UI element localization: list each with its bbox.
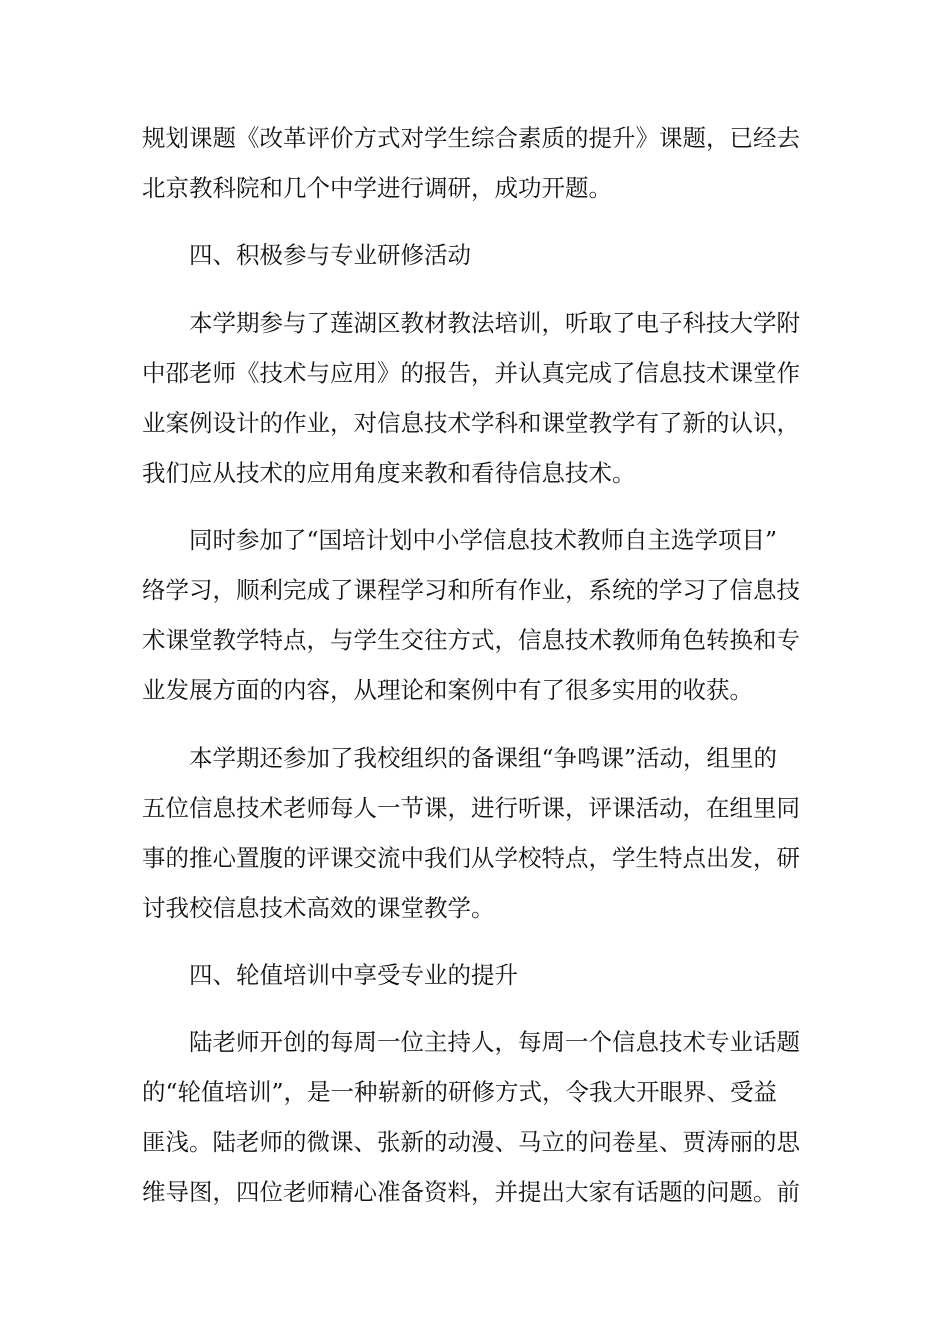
- paragraph-line: 业发展方面的内容，从理论和案例中有了很多实用的收获。: [142, 676, 753, 704]
- paragraph-line: 的“轮值培训”，是一种崭新的研修方式，令我大开眼界、受益: [142, 1078, 778, 1106]
- paragraph-line: 北京教科院和几个中学进行调研，成功开题。: [142, 174, 612, 202]
- paragraph-line: 规划课题《改革评价方式对学生综合素质的提升》课题，已经去: [142, 124, 800, 152]
- paragraph-line: 本学期还参加了我校组织的备课组“争鸣课”活动，组里的: [189, 744, 778, 772]
- section-heading: 四、轮值培训中享受专业的提升: [189, 961, 518, 989]
- paragraph-line: 我们应从技术的应用角度来教和看待信息技术。: [142, 459, 636, 487]
- paragraph-line: 中邵老师《技术与应用》的报告，并认真完成了信息技术课堂作: [142, 359, 800, 387]
- paragraph-line: 维导图，四位老师精心准备资料，并提出大家有话题的问题。前: [142, 1178, 800, 1206]
- paragraph-line: 五位信息技术老师每人一节课，进行听课，评课活动，在组里同: [142, 794, 800, 822]
- paragraph-line: 业案例设计的作业，对信息技术学科和课堂教学有了新的认识，: [142, 409, 800, 437]
- paragraph-line: 讨我校信息技术高效的课堂教学。: [142, 894, 495, 922]
- paragraph-line: 事的推心置腹的评课交流中我们从学校特点，学生特点出发，研: [142, 844, 800, 872]
- paragraph-line: 陆老师开创的每周一位主持人，每周一个信息技术专业话题: [189, 1028, 800, 1056]
- paragraph-line: 同时参加了“国培计划中小学信息技术教师自主选学项目”: [189, 526, 778, 554]
- paragraph-line: 匪浅。陆老师的微课、张新的动漫、马立的问卷星、贾涛丽的思: [142, 1128, 800, 1156]
- paragraph-line: 术课堂教学特点，与学生交往方式，信息技术教师角色转换和专: [142, 626, 800, 654]
- paragraph-line: 本学期参与了莲湖区教材教法培训，听取了电子科技大学附: [189, 309, 800, 337]
- section-heading: 四、积极参与专业研修活动: [189, 241, 471, 269]
- paragraph-line: 络学习，顺利完成了课程学习和所有作业，系统的学习了信息技: [142, 576, 800, 604]
